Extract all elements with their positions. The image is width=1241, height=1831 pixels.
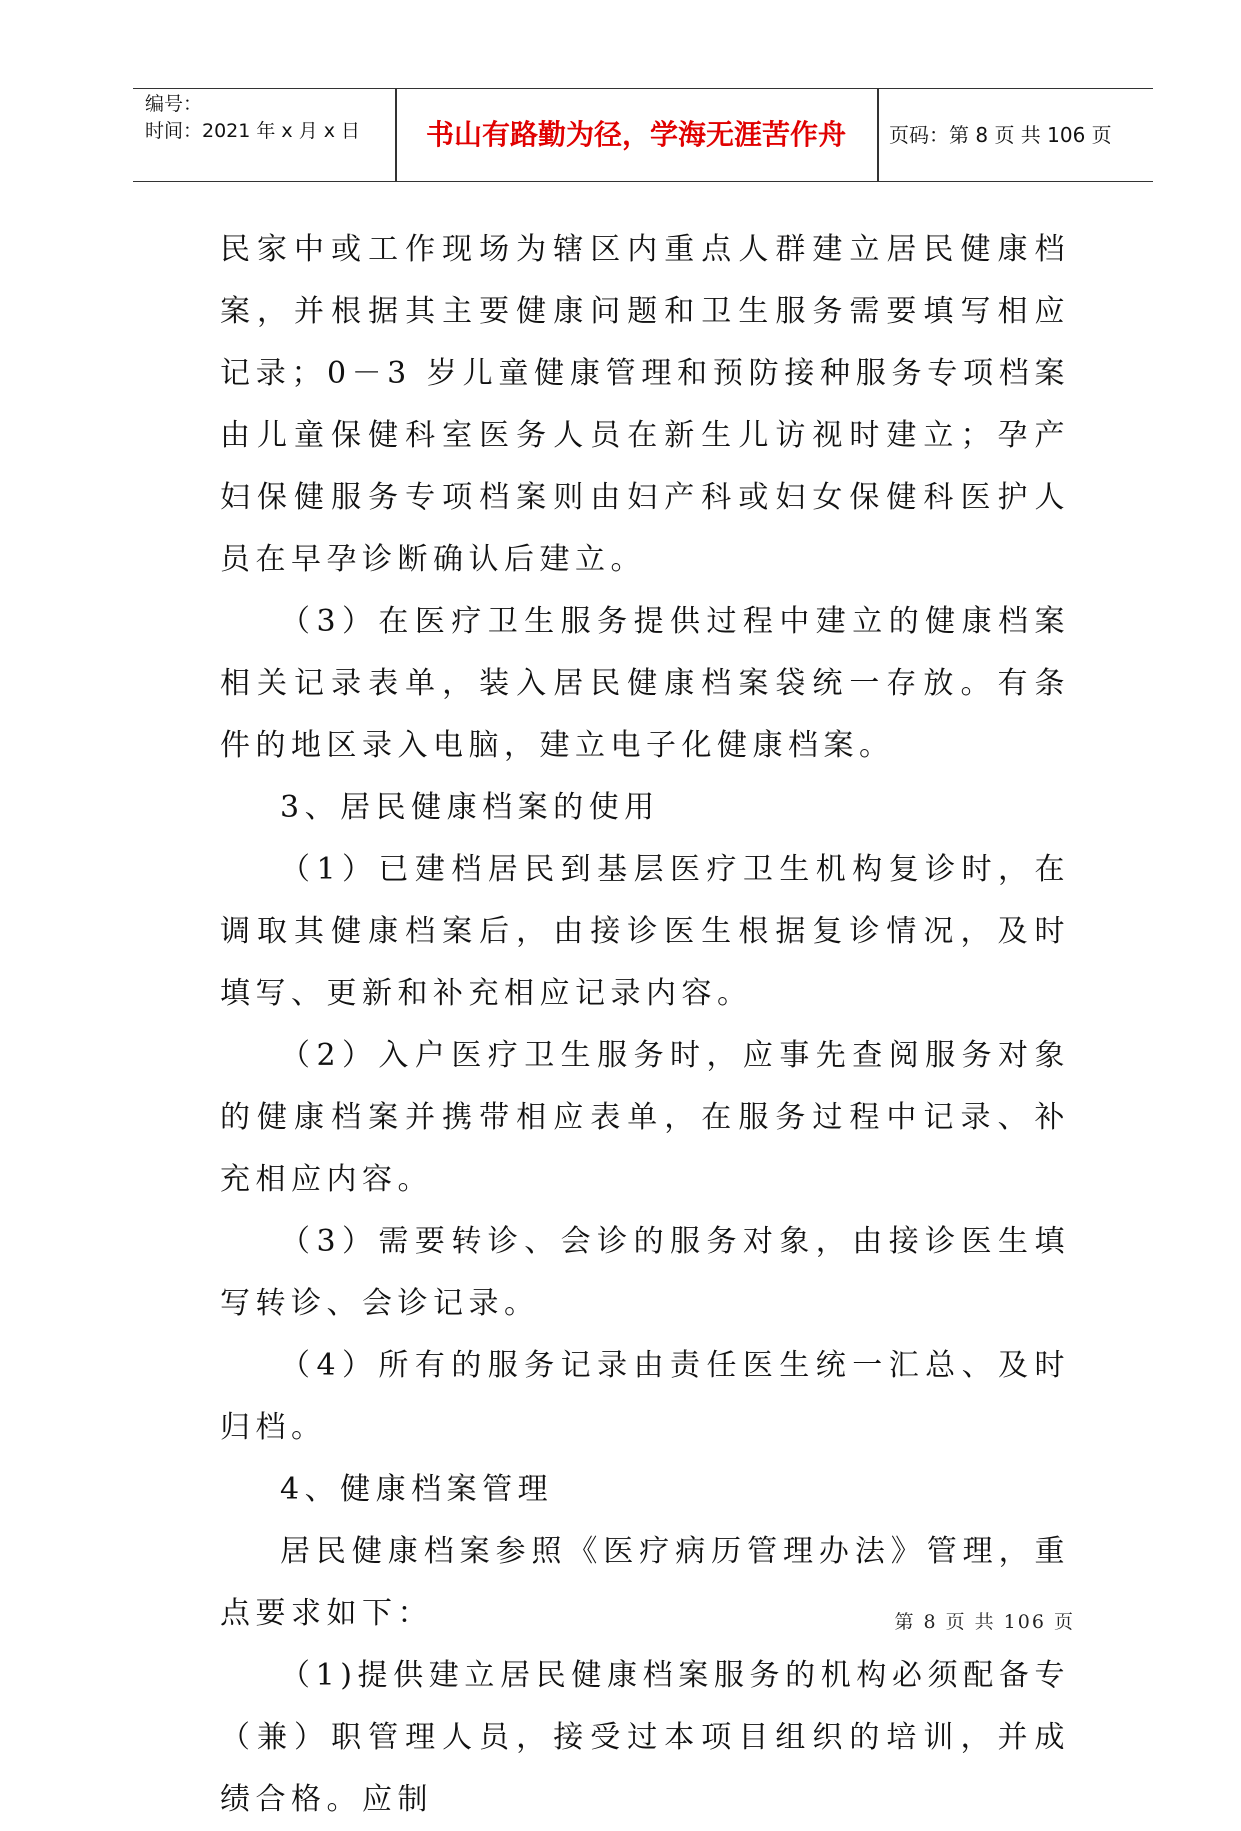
paragraph: （3）需要转诊、会诊的服务对象，由接诊医生填写转诊、会诊记录。 [220,1224,1070,1321]
section-heading: 3、居民健康档案的使用 [280,790,660,825]
paragraph: （2）入户医疗卫生服务时，应事先查阅服务对象的健康档案并携带相应表单，在服务过程中记录、补充相应内容。 [220,1038,1070,1197]
header-meta [145,91,360,145]
header-motto: 书山有路勤为径，学海无涯苦作舟 [425,118,846,151]
page-header [133,88,1153,182]
paragraph: （4）所有的服务记录由责任医生统一汇总、及时归档。 [220,1348,1070,1445]
document-number-label: 编号： [145,93,203,115]
header-divider-right [877,89,879,181]
paragraph: 居民健康档案参照《医疗病历管理办法》管理，重点要求如下： [220,1534,1070,1631]
paragraph: （1）已建档居民到基层医疗卫生机构复诊时，在调取其健康档案后，由接诊医生根据复诊情况，及时填写、更新和补充相应记录内容。 [220,852,1070,1011]
section-heading: 4、健康档案管理 [280,1472,554,1507]
paragraph: 民家中或工作现场为辖区内重点人群建立居民健康档案，并根据其主要健康问题和卫生服务需要填写相应记录；0－3 岁儿童健康管理和预防接种服务专项档案由儿童保健科室医务人员在新生儿访视时建立；孕产妇保健服务专项档案则由妇产科或妇女保健科医护人员在早孕诊断确认后建立。 [220,232,1070,577]
paragraph: （1)提供建立居民健康档案服务的机构必须配备专（兼）职管理人员，接受过本项目组织的培训，并成绩合格。应制 [220,1658,1070,1817]
document-body [220,219,1070,1831]
header-page-info: 页码：第 8 页 共 106 页 [889,123,1112,147]
paragraph: （3）在医疗卫生服务提供过程中建立的健康档案相关记录表单，装入居民健康档案袋统一存放。有条件的地区录入电脑，建立电子化健康档案。 [220,604,1070,763]
page-footer-number: 第 8 页 共 106 页 [894,1611,1075,1633]
document-time-label: 时间：2021 年 x 月 x 日 [145,120,361,142]
